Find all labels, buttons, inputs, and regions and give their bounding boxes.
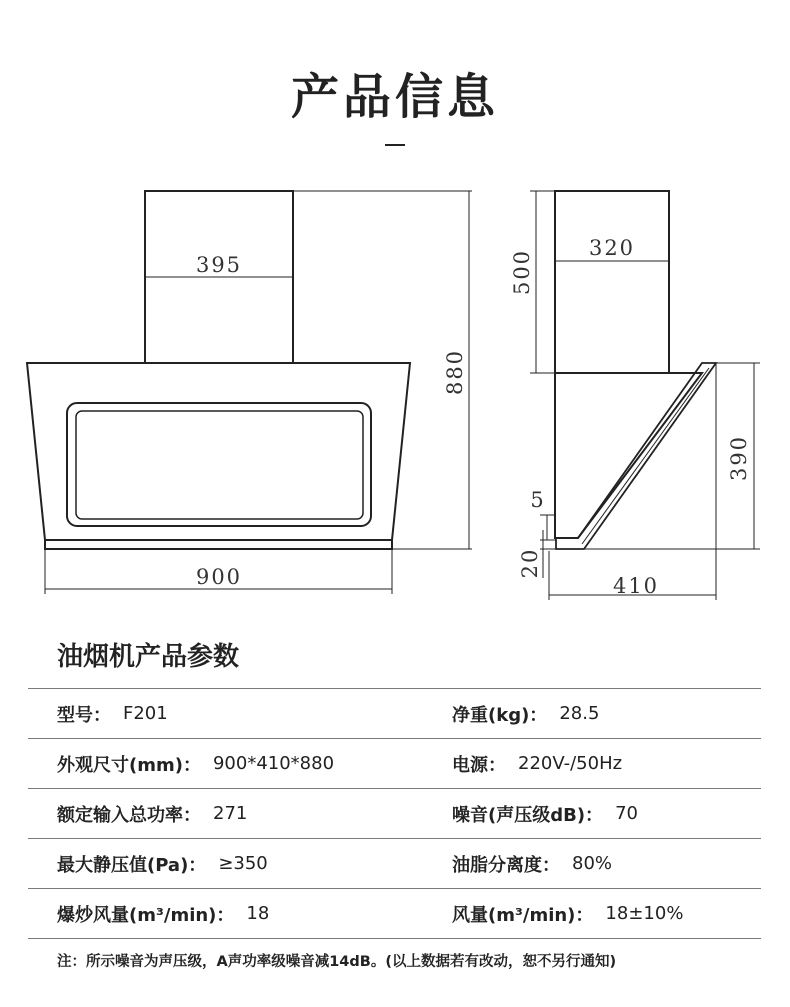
spec-value: 271 xyxy=(213,803,248,824)
front-base xyxy=(45,540,392,549)
spec-heading: 油烟机产品参数 xyxy=(57,642,240,672)
table-row xyxy=(28,788,761,838)
spec-value: ≥350 xyxy=(218,853,268,874)
table-row xyxy=(28,838,761,888)
spec-value: 220V-/50Hz xyxy=(518,753,623,774)
spec-key: 电源： xyxy=(452,754,506,776)
footnote: 注：所示噪音为声压级，A声功率级噪音减14dB。(以上数据若有改动，恕不另行通知) xyxy=(57,954,617,970)
table-row xyxy=(28,888,761,939)
spec-key: 噪音(声压级dB)： xyxy=(452,804,604,826)
spec-value: 900*410*880 xyxy=(212,753,335,774)
spec-value: 70 xyxy=(615,803,638,824)
dim-chimney-height: 500 xyxy=(510,248,534,296)
dim-side-depth: 410 xyxy=(612,574,660,598)
front-view xyxy=(27,191,472,594)
spec-key: 额定输入总功率： xyxy=(57,804,201,826)
page-title: 产品信息 xyxy=(290,69,499,125)
table-row xyxy=(28,738,761,788)
dim-front-width: 900 xyxy=(195,565,243,589)
dim-chimney-width: 395 xyxy=(195,253,243,277)
spec-key: 最大静压值(Pa)： xyxy=(57,854,207,876)
spec-value: 28.5 xyxy=(559,703,600,724)
front-glass-inner xyxy=(76,411,363,519)
spec-key: 外观尺寸(mm)： xyxy=(57,754,201,776)
dim-chimney-depth: 320 xyxy=(588,236,636,260)
side-chimney xyxy=(555,191,669,373)
table-row xyxy=(28,688,761,738)
dim-bottom: 20 xyxy=(518,547,542,579)
spec-table xyxy=(28,688,761,939)
front-glass-outer xyxy=(67,403,371,526)
spec-value: 18 xyxy=(246,903,270,924)
spec-value: 80% xyxy=(572,853,613,874)
dim-lip: 5 xyxy=(530,488,546,512)
spec-key: 净重(kg)： xyxy=(452,704,548,726)
spec-key: 油脂分离度： xyxy=(452,854,560,876)
spec-key: 爆炒风量(m³/min)： xyxy=(57,904,235,926)
spec-key: 风量(m³/min)： xyxy=(452,904,594,926)
spec-value: F201 xyxy=(123,703,168,724)
dim-total-height: 880 xyxy=(443,348,467,396)
front-body xyxy=(27,363,410,540)
dim-body-height: 390 xyxy=(727,434,751,482)
side-body xyxy=(555,373,702,538)
spec-value: 18±10% xyxy=(605,903,684,924)
side-view xyxy=(530,191,760,600)
spec-key: 型号： xyxy=(57,704,111,726)
